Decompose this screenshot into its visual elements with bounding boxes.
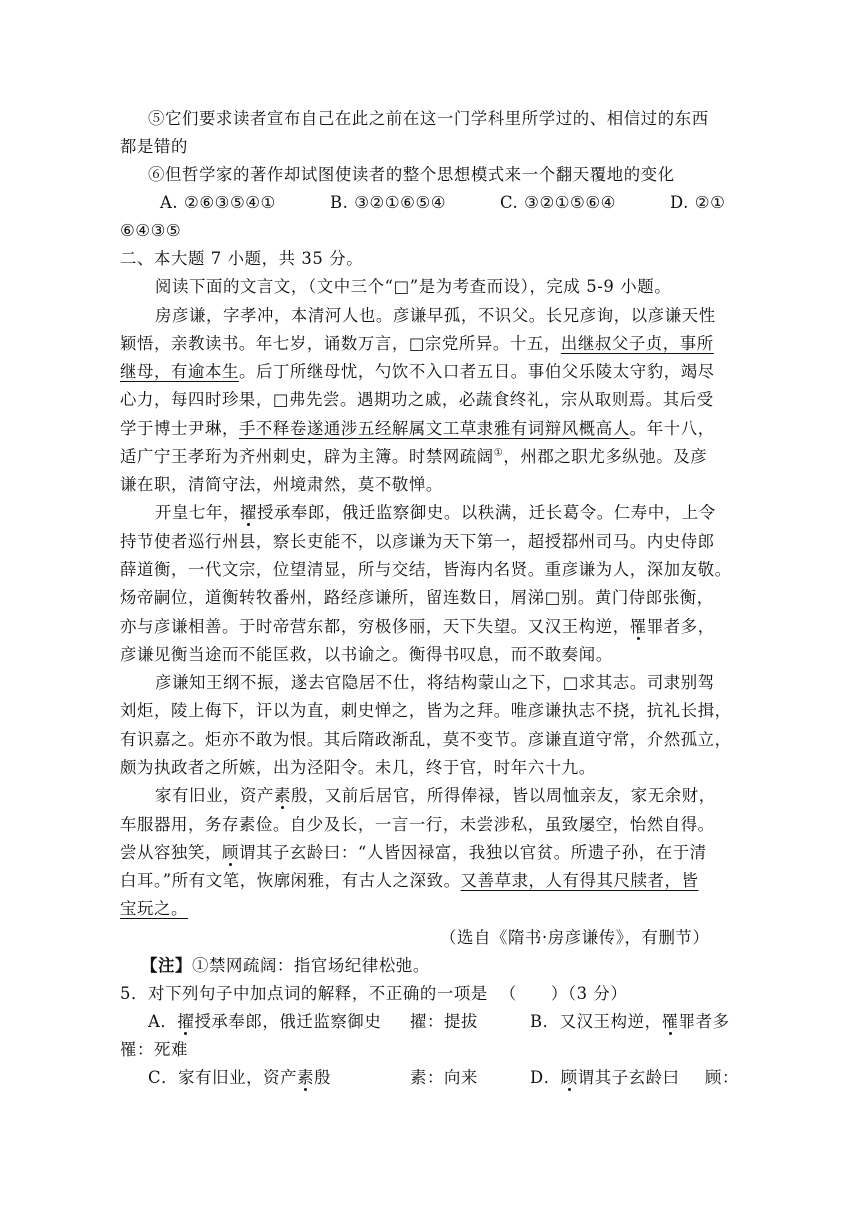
passage-p1-line7 [120,472,443,498]
dotted-word: 顾 [560,1068,578,1087]
passage-p2-line4 [120,585,714,611]
q5-option-c-gloss: 素：向来 [410,1068,478,1087]
passage-text: 。后丁所继母忧，勺饮不入口者五日。事伯父乐陵太守豹，竭尽 [238,362,715,381]
passage-p2-line1 [155,500,716,526]
q4-options-row [0,190,860,216]
q5-stem [120,981,627,1007]
option-text: 罪者多 [678,1012,730,1031]
passage-text: 颇为执政者之所嫉，出为泾阳令。未几，终于官，时年六十九。 [120,758,596,777]
passage-p1-line4 [120,387,714,413]
option-text: C．家有旧业，资产 [148,1068,298,1087]
passage-text: 殷，又前后居官，所得俸禄，皆以周恤亲友，家无余财， [290,786,716,805]
dotted-word: 罹 [629,617,647,636]
passage-text: 白耳。”所有文笔，恢廓闲雅，有古人之深致。 [120,871,461,890]
passage-p4-line4 [120,868,698,894]
q5-options-row-1 [0,1009,860,1035]
passage-text: 薛道衡，一代文宗，位望清显，所与交结，皆海内名贤。重彦谦为人，深加友敬。 [120,560,732,579]
dotted-word: 擢 [177,1012,195,1031]
passage-p2-line6 [120,642,613,668]
q5-option-d-gloss: 顾： [705,1068,739,1087]
passage-text: 尝从容独笑， [120,843,222,862]
passage-text: 学于博士尹琳， [120,419,239,438]
dotted-word: 素 [273,786,291,805]
passage-text: 开皇七年， [155,503,240,522]
passage-p3-line3 [120,727,732,753]
passage-text: 炀帝嗣位，道衡转牧番州，路经彦谦所，留连数日，屑涕□别。黄门侍郎张衡， [120,588,714,607]
passage-p4-line2 [120,812,715,838]
passage-p4-line1 [155,783,716,809]
dotted-word: 罹 [661,1012,679,1031]
passage-text: 谦在职，清简守法，州境肃然，莫不敬惮。 [120,475,443,494]
option-text: 谓其子玄龄曰 [577,1068,680,1087]
passage-p1-line3 [120,359,715,385]
q5-option-c[interactable] [148,1065,331,1091]
dotted-word: 擢 [239,503,257,522]
passage-p2-line2 [120,529,715,555]
q4-item-5-line1 [148,106,709,132]
q4-option-c[interactable]: C. ③②①⑤⑥④ [500,193,616,212]
option-text: B．又汉王构逆， [530,1012,662,1031]
q4-item-5-text: ⑤它们要求读者宣布自己在此之前在这一门学科里所学过的、相信过的东西 [148,109,709,128]
footnote-label: 【注】 [141,956,192,975]
passage-text: 有识嘉之。炬亦不敢为恨。其后隋政渐乱，莫不变节。彦谦直道守常，介然孤立， [120,730,732,749]
option-letter: D． [530,1068,561,1087]
q4-option-a[interactable]: A. ②⑥③⑤④① [160,193,276,212]
q5-option-d[interactable] [530,1065,680,1091]
q4-item-5-line2 [120,134,188,160]
source-citation: （选自《隋书·房彦谦传》，有删节） [440,928,710,947]
q5-option-b-gloss: 罹：死难 [120,1040,188,1059]
passage-text: 车服器用，务存素俭。自少及长，一言一行，未尝涉私，虽致屡空，怡然自得。 [120,815,715,834]
footnote-marker: ① [493,447,504,459]
passage-text: 。年十八， [629,419,715,438]
passage-text: 刘炬，陵上侮下，讦以为直，刺史惮之，皆为之拜。唯彦谦执志不挠，抗礼长揖， [120,701,732,720]
footnote-text: ①禁网疏阔：指官场纪律松弛。 [191,956,430,975]
passage-p1-line6 [120,444,707,470]
underlined-sentence-1-cont: 继母，有逾本生 [120,362,239,381]
passage-text: 彦谦见衡当途而不能匡救，以书谕之。衡得书叹息，而不敢奏闻。 [120,645,613,664]
section-2-instruction-text: 阅读下面的文言文，（文中三个“□”是为考查而设），完成 5-9 小题。 [155,277,672,296]
dotted-word: 顾 [221,843,239,862]
passage-p1-line2 [120,331,714,357]
q5-option-b-gloss-line [120,1037,188,1063]
q4-option-b[interactable]: B. ③②①⑥⑤④ [330,193,447,212]
q4-option-d[interactable]: D. ②① [670,193,726,212]
underlined-sentence-1: 出继叔父子贞，事所 [560,334,714,353]
passage-text: 颖悟，亲教读书。年七岁，诵数万言，□宗党所异。十五， [120,334,561,353]
passage-text: 持节使者巡行州县，察长吏能不，以彦谦为天下第一，超授鄀州司马。内史侍郎 [120,532,715,551]
option-text: 授承奉郎，俄迁监察御史 [194,1012,382,1031]
passage-text: 罪者多， [646,617,715,636]
section-2-header [120,246,363,272]
q5-option-b[interactable] [530,1009,730,1035]
q5-option-a-gloss: 擢：提拔 [410,1012,478,1031]
section-2-instruction [155,274,671,300]
passage-p3-line1 [155,670,715,696]
passage-p4-line5 [120,896,188,922]
passage-p1-line1 [155,303,716,329]
option-letter: A． [148,1012,178,1031]
q5-option-a[interactable] [148,1009,381,1035]
passage-p2-line5 [120,614,715,640]
underlined-sentence-3-cont: 宝玩之。 [120,899,188,918]
passage-text: 房彦谦，字孝冲，本清河人也。彦谦早孤，不识父。长兄彦询，以彦谦天性 [155,306,716,325]
passage-source [440,925,709,951]
q4-item-5-text-cont: 都是错的 [120,137,188,156]
passage-p3-line2 [120,698,732,724]
passage-text: 心力，每四时珍果，□弗先尝。遇期功之戚，必蔬食终礼，宗从取则焉。其后受 [120,390,714,409]
dotted-word: 素 [297,1068,315,1087]
passage-p3-line4 [120,755,596,781]
option-text: 殷 [314,1068,332,1087]
passage-text: 授承奉郎，俄迁监察御史。以秩满，迁长葛令。仁寿中，上令 [256,503,716,522]
passage-text: 亦与彦谦相善。于时帝营东都，穷极侈丽，天下失望。又汉王构逆， [120,617,630,636]
passage-p4-line3 [120,840,707,866]
underlined-sentence-3: 又善草隶，人有得其尺牍者，皆 [460,871,699,890]
q5-answer-blank: （ ）（3 分） [499,984,628,1003]
q5-stem-text: 5．对下列句子中加点词的解释，不正确的一项是 [120,984,488,1003]
passage-text: 适广宁王孝珩为齐州刺史，辟为主簿。时禁网疏阔 [120,447,494,466]
passage-text: 彦谦知王纲不振，遂去官隐居不仕，将结构蒙山之下，□求其志。司隶别驾 [155,673,715,692]
footnote [141,953,430,979]
underlined-sentence-2: 手不释卷遂通涉五经解属文工草隶雅有词辩风概高人 [238,419,630,438]
q4-option-d-text-cont: ⑥④③⑤ [120,221,182,240]
q4-item-6-text: ⑥但哲学家的著作却试图使读者的整个思想模式来一个翻天覆地的变化 [148,165,675,184]
q4-option-d-cont [120,218,181,244]
passage-text: 谓其子玄龄曰：“人皆因禄富，我独以官贫。所遗子孙，在于清 [238,843,707,862]
q5-options-row-2 [0,1065,860,1091]
passage-p1-line5 [120,416,715,442]
section-2-header-text: 二、本大题 7 小题，共 35 分。 [120,249,364,268]
passage-text: 家有旧业，资产 [155,786,274,805]
passage-p2-line3 [120,557,732,583]
passage-text: ，州郡之职尤多纵弛。及彦 [503,447,708,466]
q4-item-6 [148,162,675,188]
